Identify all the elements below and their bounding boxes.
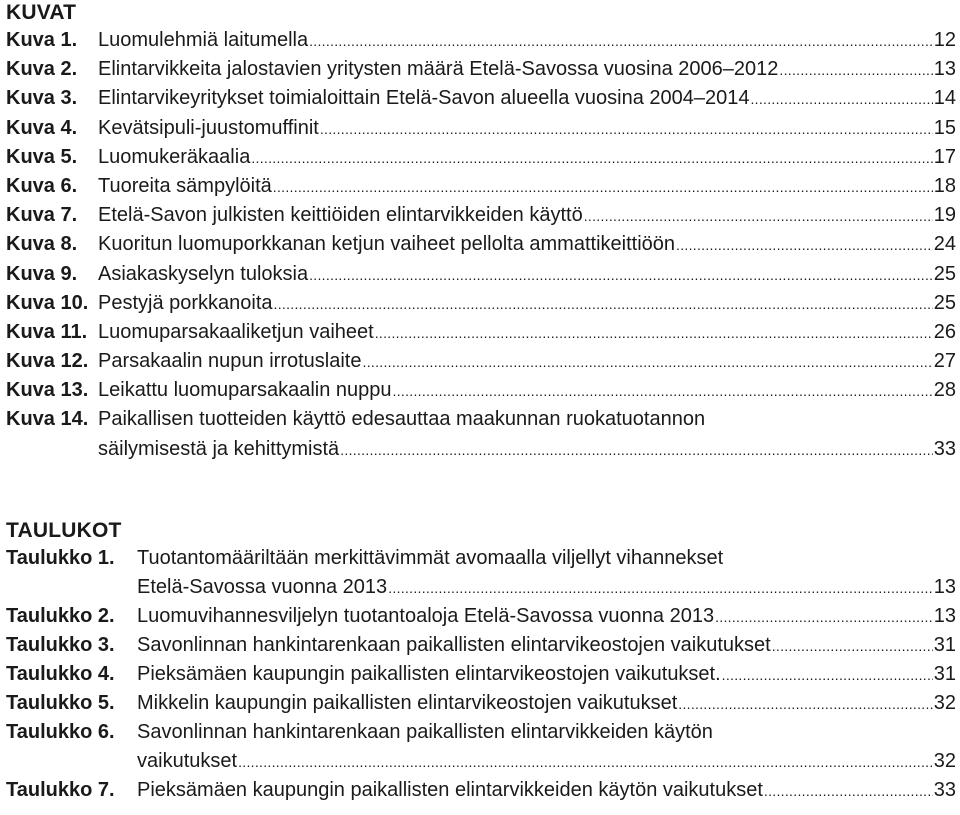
toc-entry-line	[98, 318, 956, 347]
toc-entry[interactable]	[6, 84, 956, 113]
toc-entry-body	[98, 84, 956, 113]
toc-entry-line	[98, 405, 956, 434]
toc-entry-title: Savonlinnan hankintarenkaan paikallisten elintarvikkeiden käytön	[137, 721, 713, 743]
toc-entry-page-number: 26	[933, 320, 956, 343]
toc-entry-label: Kuva 8.	[6, 233, 78, 256]
dot-leader	[715, 603, 933, 632]
toc-entry-body	[98, 55, 956, 84]
toc-entry-page-number: 33	[933, 779, 956, 801]
toc-entry-page-number: 12	[933, 29, 956, 51]
toc-entry[interactable]	[6, 318, 956, 347]
toc-entry-line	[137, 660, 956, 689]
dot-leader	[676, 231, 933, 260]
toc-entry-page-number: 13	[933, 576, 956, 598]
toc-entry-line	[137, 747, 956, 776]
dot-leader	[678, 690, 932, 719]
dot-leader	[320, 115, 933, 144]
toc-entry-line	[137, 718, 956, 747]
toc-entry-body	[137, 718, 956, 776]
toc-entry-body	[98, 260, 956, 289]
toc-entry-label: Kuva 12.	[6, 350, 89, 373]
figures-section	[6, 0, 956, 464]
toc-entry-label: Taulukko 1.	[6, 547, 115, 569]
toc-entry-line	[137, 544, 956, 573]
toc-entry-line	[98, 260, 956, 289]
toc-entry[interactable]	[6, 114, 956, 143]
toc-entry-label: Kuva 4.	[6, 116, 78, 139]
toc-entry-page-number: 15	[933, 116, 956, 139]
toc-entry-title: Tuotantomääriltään merkittävimmät avomaalla viljellyt vihannekset	[137, 547, 724, 569]
toc-entry-body	[98, 230, 956, 259]
toc-entry-title: vaikutukset	[137, 750, 238, 772]
dot-leader	[764, 777, 933, 806]
toc-entry[interactable]	[6, 544, 956, 602]
toc-entry-page-number: 24	[933, 233, 956, 256]
dot-leader	[309, 27, 933, 56]
toc-entry-body	[98, 289, 956, 318]
dot-leader	[273, 173, 933, 202]
toc-entry-line	[137, 776, 956, 805]
toc-entry-label: Taulukko 2.	[6, 605, 115, 627]
toc-entry[interactable]	[6, 376, 956, 405]
dot-leader	[309, 261, 933, 290]
toc-entry-label: Kuva 9.	[6, 262, 78, 285]
dot-leader	[340, 436, 933, 465]
toc-entry-label: Kuva 11.	[6, 320, 88, 343]
toc-entry-label: Kuva 13.	[6, 379, 89, 402]
toc-entry[interactable]	[6, 718, 956, 776]
toc-entry-label: Kuva 10.	[6, 291, 89, 314]
toc-entry[interactable]	[6, 689, 956, 718]
toc-entry-title: säilymisestä ja kehittymistä	[98, 437, 340, 460]
toc-entry-line	[137, 631, 956, 660]
toc-entry-page-number: 17	[933, 145, 956, 168]
toc-entry-line	[98, 114, 956, 143]
toc-entry-line	[137, 602, 956, 631]
toc-entry-title: Parsakaalin nupun irrotuslaite	[98, 350, 362, 373]
toc-entry-page-number: 27	[933, 350, 956, 373]
toc-entry-page-number: 13	[933, 605, 956, 627]
toc-entry-title: Paikallisen tuotteiden käyttö edesauttaa maakunnan ruokatuotannon	[98, 408, 706, 431]
toc-entry-title: Luomuvihannesviljelyn tuotantoaloja Etelä-Savossa vuonna 2013	[137, 605, 715, 627]
dot-leader	[584, 202, 933, 231]
dot-leader	[375, 319, 933, 348]
figures-list	[6, 26, 956, 464]
toc-entry-title: Etelä-Savossa vuonna 2013	[137, 576, 388, 598]
toc-entry-title: Pieksämäen kaupungin paikallisten elintarvikeostojen vaikutukset.	[137, 663, 721, 685]
toc-entry-title: Mikkelin kaupungin paikallisten elintarvikeostojen vaikutukset	[137, 692, 678, 714]
tables-section	[6, 518, 956, 805]
tables-list	[6, 544, 956, 805]
toc-entry[interactable]	[6, 660, 956, 689]
toc-entry-title: Pestyjä porkkanoita	[98, 291, 273, 314]
toc-entry-title: Tuoreita sämpylöitä	[98, 174, 272, 197]
toc-entry-label: Kuva 7.	[6, 204, 78, 227]
toc-entry[interactable]	[6, 230, 956, 259]
toc-entry-line	[98, 435, 956, 464]
toc-entry-title: Luomukeräkaalia	[98, 145, 251, 168]
toc-entry-line	[98, 230, 956, 259]
toc-entry-line	[98, 376, 956, 405]
dot-leader	[772, 632, 933, 661]
toc-entry-title: Pieksämäen kaupungin paikallisten elintarvikkeiden käytön vaikutukset	[137, 779, 763, 801]
toc-entry-label: Taulukko 5.	[6, 692, 115, 714]
toc-entry-page-number: 13	[933, 58, 956, 81]
toc-entry-page-number: 33	[933, 437, 956, 460]
toc-entry-title: Elintarvikeyritykset toimialoittain Etelä-Savon alueella vuosina 2004–2014	[98, 87, 750, 110]
toc-entry-page-number: 32	[933, 750, 956, 772]
toc-entry-title: Luomuparsakaaliketjun vaiheet	[98, 320, 374, 343]
toc-entry-page-number: 25	[933, 291, 956, 314]
toc-entry[interactable]	[6, 289, 956, 318]
toc-entry-body	[98, 347, 956, 376]
dot-leader	[274, 290, 933, 319]
toc-entry-page-number: 14	[933, 87, 956, 110]
toc-entry-line	[98, 55, 956, 84]
toc-entry-page-number: 32	[933, 692, 956, 714]
toc-entry-body	[98, 318, 956, 347]
toc-entry-body	[98, 26, 956, 55]
toc-entry-body	[98, 114, 956, 143]
toc-entry-line	[98, 26, 956, 55]
toc-entry[interactable]	[6, 631, 956, 660]
dot-leader	[363, 348, 933, 377]
toc-entry-body	[98, 143, 956, 172]
toc-entry-line	[98, 84, 956, 113]
toc-entry[interactable]	[6, 602, 956, 631]
toc-entry-page-number: 31	[933, 634, 956, 656]
toc-entry-page-number: 31	[933, 663, 956, 685]
dot-leader	[388, 574, 933, 603]
toc-entry-label: Kuva 3.	[6, 87, 78, 110]
toc-entry-line	[98, 172, 956, 201]
toc-entry-page-number: 18	[933, 174, 956, 197]
toc-entry-line	[137, 573, 956, 602]
toc-entry-body	[98, 405, 956, 463]
toc-entry-label: Taulukko 6.	[6, 721, 115, 743]
dot-leader	[750, 85, 932, 114]
toc-entry-page-number: 25	[933, 262, 956, 285]
dot-leader	[238, 748, 933, 777]
toc-entry-title: Savonlinnan hankintarenkaan paikallisten elintarvikeostojen vaikutukset	[137, 634, 771, 656]
toc-entry-title: Etelä-Savon julkisten keittiöiden elintarvikkeiden käyttö	[98, 204, 583, 227]
toc-entry-line	[98, 201, 956, 230]
toc-entry-page-number: 19	[933, 204, 956, 227]
toc-entry-title: Asiakaskyselyn tuloksia	[98, 262, 309, 285]
toc-entry[interactable]	[6, 201, 956, 230]
toc-entry-body	[98, 376, 956, 405]
figures-heading: KUVAT	[6, 1, 77, 24]
toc-entry-label: Taulukko 4.	[6, 663, 115, 685]
toc-entry[interactable]	[6, 347, 956, 376]
toc-entry-title: Luomulehmiä laitumella	[98, 29, 309, 51]
toc-entry-body	[137, 631, 956, 660]
toc-entry-body	[98, 172, 956, 201]
toc-entry-line	[98, 347, 956, 376]
toc-entry-title: Kevätsipuli-juustomuffinit	[98, 116, 319, 139]
toc-entry-label: Kuva 1.	[6, 29, 78, 51]
toc-entry-label: Kuva 14.	[6, 408, 89, 431]
toc-entry-body	[137, 544, 956, 602]
toc-entry-body	[98, 201, 956, 230]
toc-entry[interactable]	[6, 55, 956, 84]
toc-entry-line	[98, 143, 956, 172]
toc-entry[interactable]	[6, 260, 956, 289]
tables-heading: TAULUKOT	[6, 519, 122, 542]
toc-entry-body	[137, 689, 956, 718]
toc-entry-title: Kuoritun luomuporkkanan ketjun vaiheet pellolta ammattikeittiöön	[98, 233, 676, 256]
toc-entry-label: Taulukko 7.	[6, 779, 115, 801]
dot-leader	[779, 56, 932, 85]
toc-entry-body	[137, 776, 956, 805]
toc-entry-line	[98, 289, 956, 318]
toc-entry-line	[137, 689, 956, 718]
toc-entry[interactable]	[6, 776, 956, 805]
toc-entry-body	[137, 602, 956, 631]
toc-entry-title: Leikattu luomuparsakaalin nuppu	[98, 379, 392, 402]
toc-entry[interactable]	[6, 26, 956, 55]
toc-entry-label: Kuva 2.	[6, 58, 78, 81]
dot-leader	[393, 377, 933, 406]
toc-entry-label: Taulukko 3.	[6, 634, 115, 656]
dot-leader	[722, 661, 933, 690]
toc-entry[interactable]	[6, 143, 956, 172]
toc-entry-label: Kuva 6.	[6, 174, 78, 197]
toc-entry[interactable]	[6, 172, 956, 201]
toc-entry-title: Elintarvikkeita jalostavien yritysten määrä Etelä-Savossa vuosina 2006–2012	[98, 58, 779, 81]
toc-entry-page-number: 28	[933, 379, 956, 402]
toc-entry-label: Kuva 5.	[6, 145, 78, 168]
dot-leader	[251, 144, 932, 173]
toc-entry[interactable]	[6, 405, 956, 463]
toc-entry-body	[137, 660, 956, 689]
